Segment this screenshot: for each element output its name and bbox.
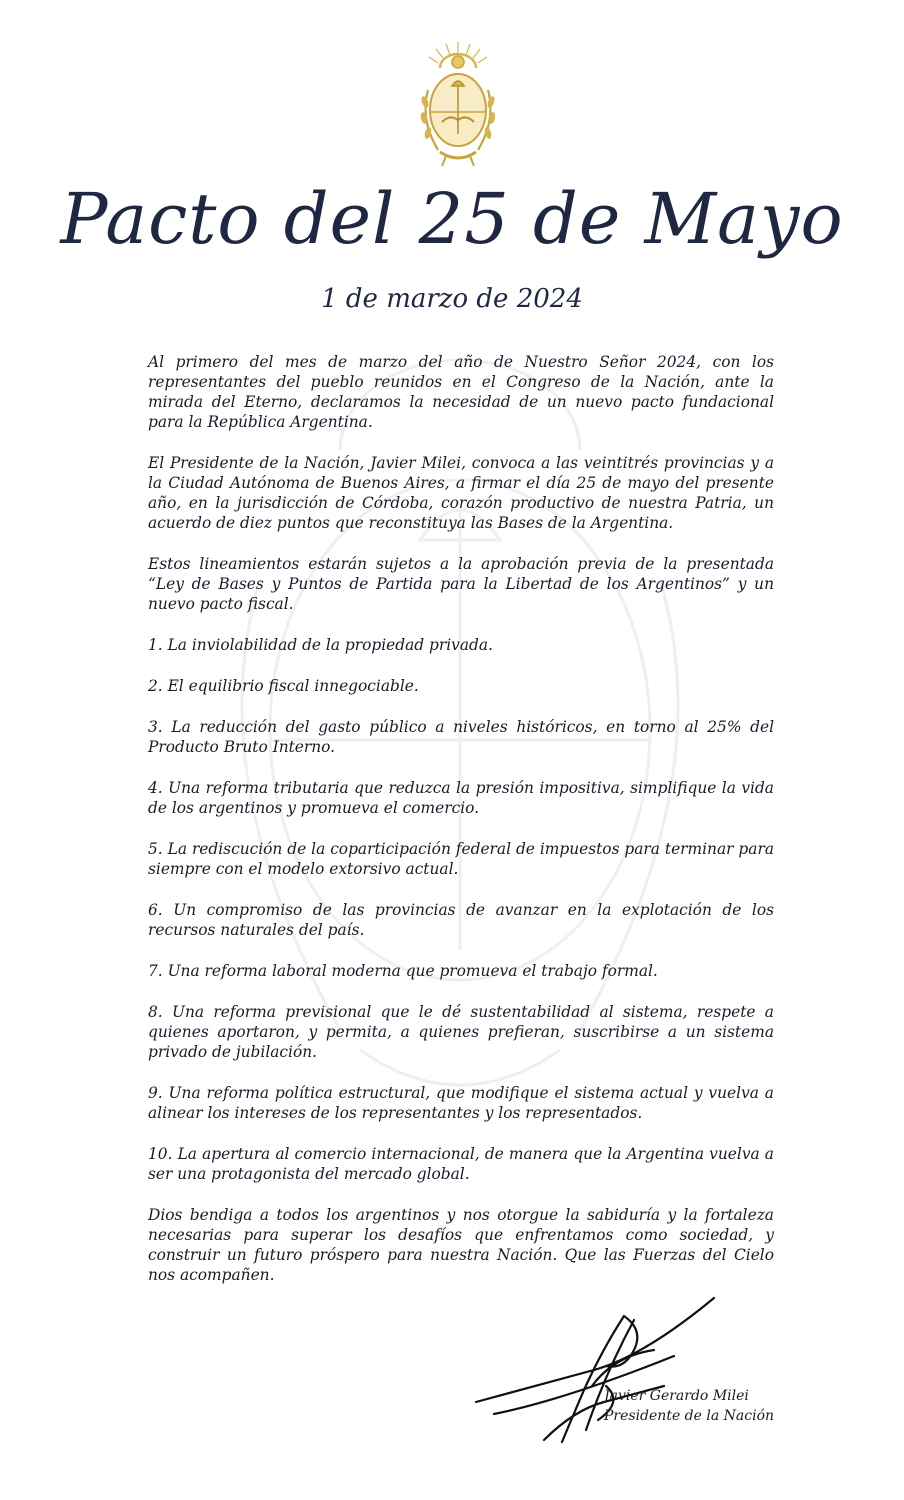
handwritten-signature-icon xyxy=(474,1290,724,1450)
pact-point: 10. La apertura al comercio internacional, de manera que la Argentina vuelva a ser una protagonista del mercado global. xyxy=(148,1145,774,1183)
pact-point: 1. La inviolabilidad de la propiedad privada. xyxy=(148,636,493,654)
document-date: 1 de marzo de 2024 xyxy=(321,284,583,314)
document-title: Pacto del 25 de Mayo xyxy=(60,178,844,260)
pact-point: 2. El equilibrio fiscal innegociable. xyxy=(148,677,419,695)
signatory-name: Javier Gerardo Milei xyxy=(604,1388,749,1404)
pact-point: 5. La rediscución de la coparticipación federal de impuestos para terminar para siempre con el modelo extorsivo actual. xyxy=(148,840,774,878)
pact-point: 3. La reducción del gasto público a niveles históricos, en torno al 25% del Producto Bruto Interno. xyxy=(148,718,774,756)
intro-paragraph: Al primero del mes de marzo del año de Nuestro Señor 2024, con los representantes del pueblo reunidos en el Congreso de la Nación, ante la mirada del Eterno, declaramos la necesidad de un nuevo pacto fundacional para la República Argentina. xyxy=(148,353,774,431)
argentina-coat-of-arms-icon xyxy=(412,40,504,170)
closing-paragraph: Dios bendiga a todos los argentinos y nos otorgue la sabiduría y la fortaleza necesarias para superar los desafíos que enfrentamos como sociedad, y construir un futuro próspero para nuestra Nación. Que las Fuerzas del Cielo nos acompañen. xyxy=(148,1206,774,1284)
intro-paragraph: Estos lineamientos estarán sujetos a la aprobación previa de la presentada “Ley de Bases y Puntos de Partida para la Libertad de los Argentinos” y un nuevo pacto fiscal. xyxy=(148,555,774,613)
pact-point: 4. Una reforma tributaria que reduzca la presión impositiva, simplifique la vida de los argentinos y promueva el comercio. xyxy=(148,779,774,817)
pact-point: 7. Una reforma laboral moderna que promueva el trabajo formal. xyxy=(148,962,658,980)
pact-point: 8. Una reforma previsional que le dé sustentabilidad al sistema, respete a quienes aportaron, y permita, a quienes prefieran, suscribirse a un sistema privado de jubilación. xyxy=(148,1003,774,1061)
intro-paragraph: El Presidente de la Nación, Javier Milei, convoca a las veintitrés provincias y a la Ciudad Autónoma de Buenos Aires, a firmar el día 25 de mayo del presente año, en la jurisdicción de Córdoba, corazón productivo de nuestra Patria, un acuerdo de diez puntos que reconstituya las Bases de la Argentina. xyxy=(148,454,774,532)
pact-point: 6. Un compromiso de las provincias de avanzar en la explotación de los recursos naturales del país. xyxy=(148,901,774,939)
signatory-role: Presidente de la Nación xyxy=(604,1408,775,1424)
pact-point: 9. Una reforma política estructural, que modifique el sistema actual y vuelva a alinear los intereses de los representantes y los representados. xyxy=(148,1084,774,1122)
document-body xyxy=(148,352,774,1285)
